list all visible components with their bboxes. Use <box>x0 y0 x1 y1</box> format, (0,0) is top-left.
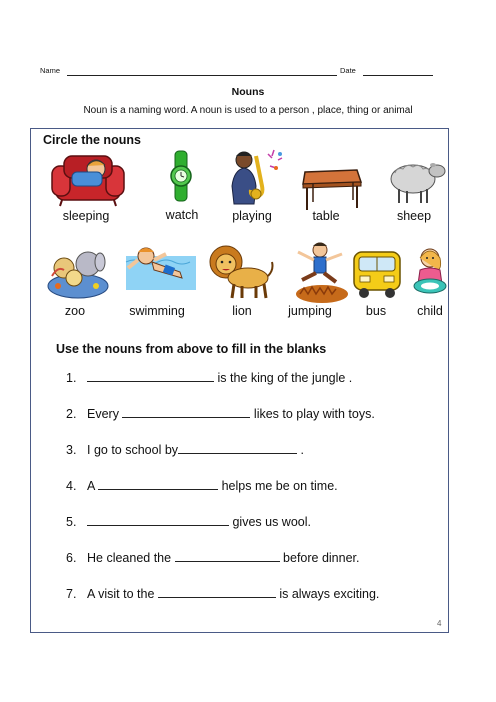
answer-blank[interactable] <box>87 370 214 382</box>
word-playing[interactable]: playing <box>232 209 272 223</box>
question-text-before: He cleaned the <box>87 551 175 565</box>
question-6 <box>66 550 359 565</box>
page-title: Nouns <box>231 86 265 98</box>
question-number: 5. <box>66 515 77 529</box>
question-4 <box>66 478 338 493</box>
wristwatch-icon[interactable] <box>166 150 196 202</box>
intro-text: Noun is a naming word. A noun is used to a person , place, thing or animal <box>83 105 413 116</box>
lion-icon[interactable] <box>208 244 274 300</box>
zoo-animals-icon[interactable] <box>44 246 112 300</box>
question-1 <box>66 370 352 385</box>
word-swimming[interactable]: swimming <box>129 304 185 318</box>
question-text-after: gives us wool. <box>229 515 311 529</box>
date-label: Date <box>340 66 356 75</box>
name-line[interactable] <box>67 75 337 76</box>
section-heading-fill-blanks: Use the nouns from above to fill in the blanks <box>56 342 327 356</box>
answer-blank[interactable] <box>178 442 297 454</box>
question-5 <box>66 514 311 529</box>
question-text-after: likes to play with toys. <box>250 407 375 421</box>
question-text-before: Every <box>87 407 123 421</box>
question-text-after: . <box>297 443 304 457</box>
question-text-before: I go to school by <box>87 443 179 457</box>
answer-blank[interactable] <box>122 406 250 418</box>
swimming-boy-icon[interactable] <box>124 244 198 294</box>
answer-blank[interactable] <box>87 514 229 526</box>
question-number: 1. <box>66 371 77 385</box>
question-text-after: is always exciting. <box>275 587 380 601</box>
sheep-icon[interactable] <box>385 155 447 205</box>
question-number: 2. <box>66 407 77 421</box>
question-7 <box>66 586 379 601</box>
answer-blank[interactable] <box>158 586 276 598</box>
word-zoo[interactable]: zoo <box>64 304 86 318</box>
saxophone-player-icon[interactable] <box>226 146 288 208</box>
school-bus-icon[interactable] <box>350 246 404 300</box>
name-date-row <box>40 66 440 80</box>
question-text-before: A visit to the <box>87 587 158 601</box>
jumping-boy-icon[interactable] <box>288 240 350 304</box>
question-number: 7. <box>66 587 77 601</box>
word-sheep[interactable]: sheep <box>396 209 432 223</box>
word-child[interactable]: child <box>417 304 443 318</box>
question-text-before: A <box>87 479 99 493</box>
sleeping-child-icon[interactable] <box>50 152 126 207</box>
name-label: Name <box>40 66 61 75</box>
child-icon[interactable] <box>412 246 448 298</box>
answer-blank[interactable] <box>98 478 218 490</box>
question-number: 3. <box>66 443 77 457</box>
word-table[interactable]: table <box>312 209 340 223</box>
answer-blank[interactable] <box>175 550 280 562</box>
section-heading-circle: Circle the nouns <box>43 133 141 147</box>
table-icon[interactable] <box>299 166 365 212</box>
question-number: 6. <box>66 551 77 565</box>
page-number: 4 <box>437 619 442 628</box>
word-bus[interactable]: bus <box>365 304 387 318</box>
question-text-after: is the king of the jungle . <box>214 371 353 385</box>
question-3 <box>66 442 304 457</box>
word-sleeping[interactable]: sleeping <box>62 209 110 223</box>
question-text-after: helps me be on time. <box>218 479 338 493</box>
date-line[interactable] <box>363 75 433 76</box>
word-lion[interactable]: lion <box>232 304 252 318</box>
question-2 <box>66 406 375 421</box>
word-jumping[interactable]: jumping <box>288 304 332 318</box>
question-text-after: before dinner. <box>279 551 360 565</box>
word-watch[interactable]: watch <box>165 208 199 222</box>
question-number: 4. <box>66 479 77 493</box>
